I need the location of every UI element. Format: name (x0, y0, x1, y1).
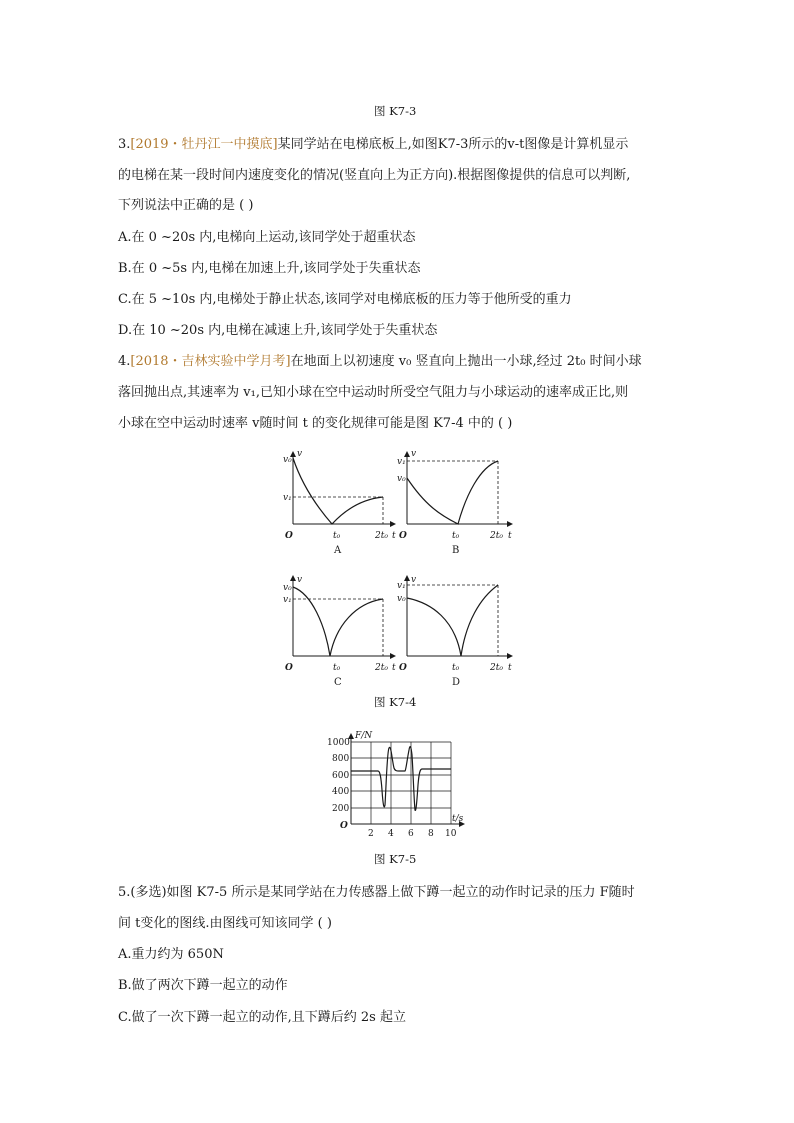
k7-5-y-axis-label: F/N (355, 731, 373, 741)
graph-d-origin-label: O (399, 663, 407, 673)
figure-caption-k7-5: 图 K7-5 (374, 852, 417, 866)
graph-b (397, 449, 512, 556)
graph-a-v1-label: v₁ (283, 493, 292, 503)
k7-5-ytick-1000: 1000 (327, 738, 350, 748)
question-3-option-c: C.在 5 ~10s 内,电梯处于静止状态,该同学对电梯底板的压力等于他所受的重力 (118, 292, 572, 307)
graph-a (283, 449, 396, 556)
k7-5-ytick-800: 800 (332, 754, 350, 764)
k7-5-xtick-2: 2 (368, 829, 374, 839)
graph-d-2t0-label: 2t₀ (490, 663, 503, 673)
question-4-line-2: 落回抛出点,其速率为 v₁,已知小球在空中运动时所受空气阻力与小球运动的速率成正比,则 (118, 385, 629, 400)
graph-c-v1-label: v₁ (283, 595, 292, 605)
k7-5-xtick-8: 8 (428, 829, 434, 839)
question-5-option-c: C.做了一次下蹲一起立的动作,且下蹲后约 2s 起立 (118, 1010, 406, 1025)
graph-c-t-axis-label: t (392, 663, 396, 673)
question-3-source: [2019・牡丹江一中摸底] (130, 137, 278, 152)
question-4-source: [2018・吉林实验中学月考] (130, 354, 291, 369)
k7-5-origin-label: O (340, 821, 348, 831)
k7-5-ytick-200: 200 (332, 804, 350, 814)
figure-caption-k7-4: 图 K7-4 (374, 695, 417, 709)
graph-a-v0-label: v₀ (283, 455, 292, 465)
question-3-option-a: A.在 0 ~20s 内,电梯向上运动,该同学处于超重状态 (118, 230, 416, 245)
question-5-stem-1: (多选)如图 K7-5 所示是某同学站在力传感器上做下蹲一起立的动作时记录的压力 F随时 (130, 885, 635, 900)
figure-caption-k7-3: 图 K7-3 (374, 104, 417, 118)
graph-c-t0-label: t₀ (333, 663, 341, 673)
graph-a-2t0-label: 2t₀ (375, 531, 388, 541)
question-3-stem-1: 某同学站在电梯底板上,如图K7-3所示的v-t图像是计算机显示 (277, 137, 629, 152)
graph-b-origin-label: O (399, 531, 407, 541)
graph-d-label: D (452, 677, 461, 688)
graph-c-v0-label: v₀ (283, 583, 292, 593)
question-3-option-b: B.在 0 ~5s 内,电梯在加速上升,该同学处于失重状态 (118, 261, 421, 276)
k7-5-ytick-600: 600 (332, 771, 350, 781)
k7-5-xtick-4: 4 (388, 829, 394, 839)
graph-d-v-axis-label: v (411, 575, 417, 585)
graph-b-v1-label: v₁ (397, 457, 406, 467)
question-4-number: 4. (118, 354, 131, 369)
question-5-option-a: A.重力约为 650N (118, 947, 224, 962)
question-4-stem-1: 在地面上以初速度 v₀ 竖直向上抛出一小球,经过 2t₀ 时间小球 (290, 354, 642, 369)
graph-d-v0-label: v₀ (397, 594, 406, 604)
question-5-number: 5. (118, 885, 131, 900)
graph-b-label: B (452, 545, 460, 556)
graph-a-label: A (334, 545, 342, 556)
k7-5-x-axis-label: t/s (452, 814, 464, 824)
graph-d (397, 575, 512, 688)
graph-c-2t0-label: 2t₀ (375, 663, 388, 673)
graph-a-t0-label: t₀ (333, 531, 341, 541)
question-4-line-3: 小球在空中运动时速率 v随时间 t 的变化规律可能是图 K7-4 中的 ( ) (118, 416, 513, 431)
question-3-option-d: D.在 10 ~20s 内,电梯在减速上升,该同学处于失重状态 (118, 323, 438, 338)
graph-b-t-axis-label: t (508, 531, 512, 541)
question-3-number: 3. (118, 137, 131, 152)
question-3-line-3: 下列说法中正确的是 ( ) (118, 198, 254, 213)
question-5-option-b: B.做了两次下蹲一起立的动作 (118, 978, 288, 993)
question-3-line-2: 的电梯在某一段时间内速度变化的情况(竖直向上为正方向).根据图像提供的信息可以判断, (118, 168, 631, 183)
k7-5-xtick-10: 10 (445, 829, 457, 839)
graph-d-t0-label: t₀ (452, 663, 460, 673)
graph-a-t-axis-label: t (392, 531, 396, 541)
graph-c-label: C (334, 677, 342, 688)
graph-a-v-axis-label: v (297, 449, 303, 459)
graph-c (283, 575, 396, 688)
figure-k7-5 (327, 731, 464, 839)
graph-a-origin-label: O (285, 531, 293, 541)
graph-b-t0-label: t₀ (452, 531, 460, 541)
graph-b-v-axis-label: v (411, 449, 417, 459)
graph-d-t-axis-label: t (508, 663, 512, 673)
graph-b-2t0-label: 2t₀ (490, 531, 503, 541)
k7-5-xtick-6: 6 (408, 829, 414, 839)
graph-c-v-axis-label: v (297, 575, 303, 585)
graph-b-v0-label: v₀ (397, 474, 406, 484)
graph-d-v1-label: v₁ (397, 581, 406, 591)
k7-5-ytick-400: 400 (332, 787, 350, 797)
graph-c-origin-label: O (285, 663, 293, 673)
question-5-line-2: 间 t变化的图线.由图线可知该同学 ( ) (118, 916, 332, 931)
question-5-line-1 (118, 886, 635, 899)
